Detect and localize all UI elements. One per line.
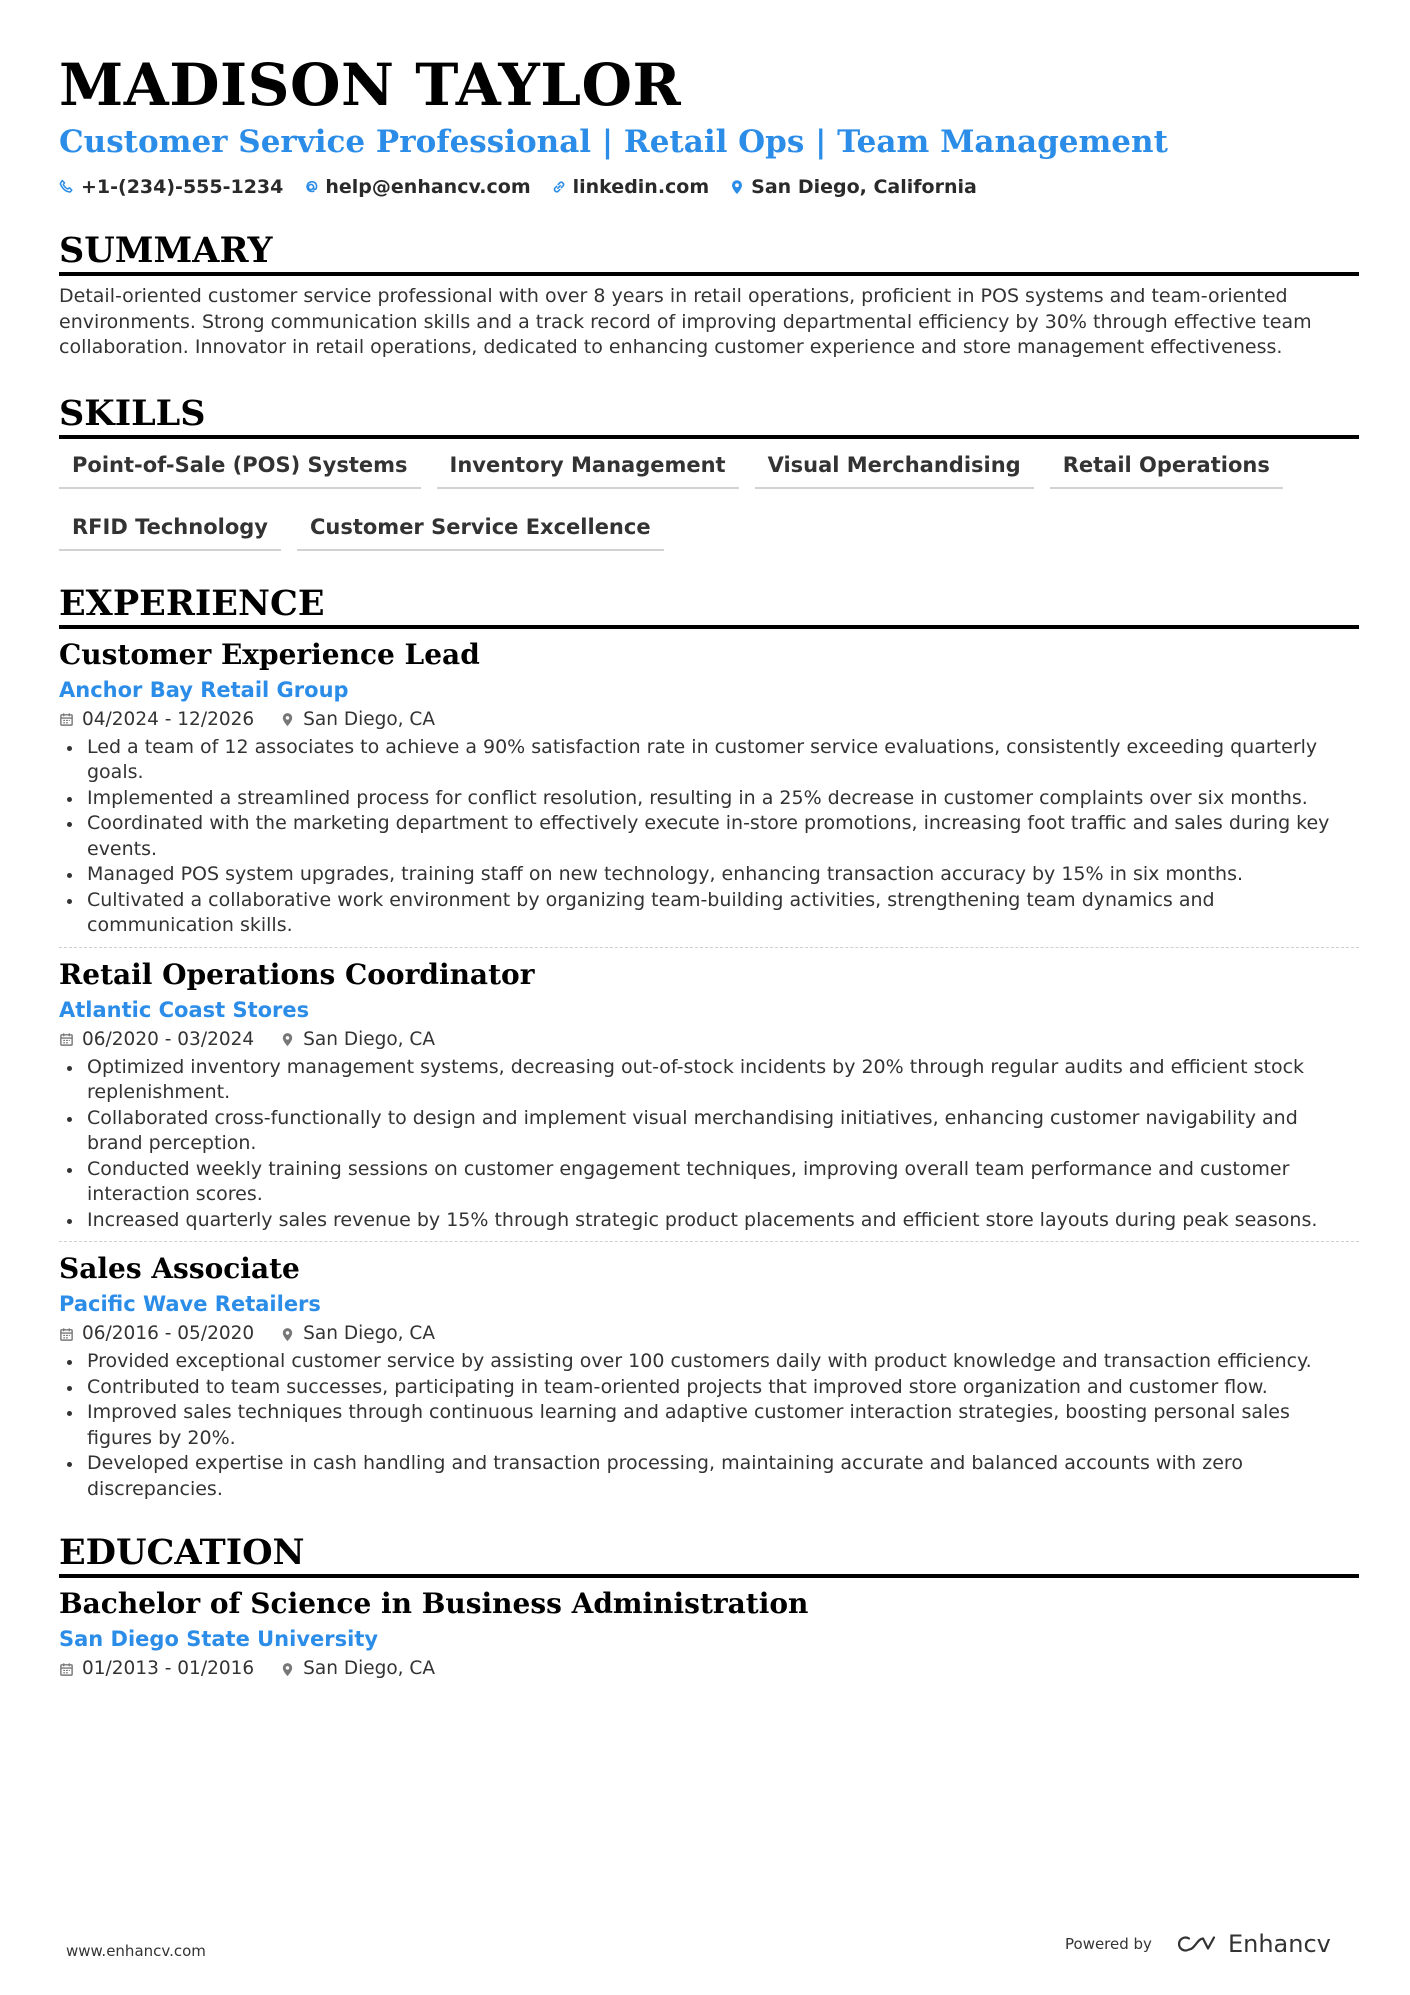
job-role: Sales Associate — [59, 1252, 300, 1285]
location-text: San Diego, California — [751, 176, 977, 198]
job-location: San Diego, CA — [303, 708, 436, 730]
job-bullets — [59, 1349, 1359, 1502]
bullet-item: Led a team of 12 associates to achieve a 90% satisfaction rate in customer service evaluations, consistently exceeding quarterly goals. — [59, 735, 1359, 786]
calendar-icon — [59, 1327, 74, 1342]
entry-divider — [59, 1241, 1359, 1242]
skill-tag: Inventory Management — [437, 451, 739, 489]
education-title: EDUCATION — [59, 1532, 1359, 1578]
skill-tag: Visual Merchandising — [755, 451, 1034, 489]
contact-email[interactable] — [303, 176, 530, 198]
experience-section — [59, 583, 1359, 1503]
map-pin-icon — [280, 1327, 295, 1342]
skill-tag: RFID Technology — [59, 513, 281, 551]
map-pin-icon — [280, 1032, 295, 1047]
skills-section — [59, 393, 1359, 575]
bullet-item: Provided exceptional customer service by assisting over 100 customers daily with product knowledge and transaction efficiency. — [59, 1349, 1359, 1375]
education-section — [59, 1532, 1359, 1682]
headline: Customer Service Professional | Retail Ops | Team Management — [59, 124, 1168, 160]
candidate-name: MADISON TAYLOR — [59, 51, 682, 119]
bullet-item: Coordinated with the marketing department to effectively execute in-store promotions, increasing foot traffic and sales during key events. — [59, 811, 1359, 862]
job-meta — [59, 1027, 1359, 1053]
contact-location — [729, 176, 977, 198]
calendar-icon — [59, 1032, 74, 1047]
map-pin-icon — [729, 179, 745, 195]
bullet-item: Cultivated a collaborative work environment by organizing team-building activities, strengthening team dynamics and communication skills. — [59, 888, 1359, 939]
enhancv-logo-icon — [1176, 1933, 1220, 1955]
job-dates: 06/2016 - 05/2020 — [82, 1323, 255, 1344]
bullet-item: Implemented a streamlined process for conflict resolution, resulting in a 25% decrease in customer complaints over six months. — [59, 786, 1359, 812]
linkedin-text: linkedin.com — [572, 176, 710, 198]
summary-section — [59, 230, 1359, 361]
bullet-item: Conducted weekly training sessions on customer engagement techniques, improving overall team performance and customer interaction scores. — [59, 1157, 1359, 1208]
phone-text: +1-(234)-555-1234 — [81, 176, 284, 198]
skill-tag: Retail Operations — [1050, 451, 1283, 489]
footer-branding[interactable] — [1065, 1930, 1331, 1958]
summary-title: SUMMARY — [59, 230, 1359, 276]
job-entry — [59, 637, 1359, 939]
bullet-item: Increased quarterly sales revenue by 15% through strategic product placements and efficient store layouts during peak seasons. — [59, 1208, 1359, 1234]
job-bullets — [59, 1055, 1359, 1234]
footer-website[interactable]: www.enhancv.com — [66, 1942, 206, 1960]
skills-title: SKILLS — [59, 393, 1359, 439]
experience-title: EXPERIENCE — [59, 583, 1359, 629]
at-icon — [303, 179, 319, 195]
skills-list — [59, 451, 1359, 575]
job-dates: 06/2020 - 03/2024 — [82, 1028, 255, 1050]
bullet-item: Optimized inventory management systems, decreasing out-of-stock incidents by 20% through regular audits and efficient stock replenishment. — [59, 1055, 1359, 1106]
bullet-item: Developed expertise in cash handling and transaction processing, maintaining accurate and balanced accounts with zero discrepancies. — [59, 1451, 1359, 1502]
brand-name: Enhancv — [1227, 1930, 1331, 1958]
job-bullets — [59, 735, 1359, 939]
summary-text: Detail-oriented customer service professional with over 8 years in retail operations, proficient in POS systems and team-oriented environments. Strong communication skills and a track record of improving departmental efficiency by 30% through effective team collaboration. Innovator in retail operations, dedicated to enhancing customer experience and store management effectiveness. — [59, 285, 1312, 358]
job-entry — [59, 1251, 1359, 1502]
job-meta — [59, 1321, 1359, 1347]
job-company[interactable]: Atlantic Coast Stores — [59, 997, 310, 1022]
phone-icon — [59, 179, 75, 195]
education-dates: 01/2013 - 01/2016 — [82, 1658, 255, 1679]
contact-linkedin[interactable] — [551, 176, 710, 198]
job-company[interactable]: Anchor Bay Retail Group — [59, 677, 349, 702]
education-meta — [59, 1656, 1359, 1682]
bullet-item: Managed POS system upgrades, training staff on new technology, enhancing transaction accuracy by 15% in six months. — [59, 862, 1359, 888]
school[interactable]: San Diego State University — [59, 1627, 379, 1651]
contact-phone[interactable] — [59, 176, 283, 198]
education-location: San Diego, CA — [303, 1658, 436, 1679]
brand-logo — [1176, 1930, 1331, 1958]
link-icon — [551, 179, 567, 195]
calendar-icon — [59, 1662, 74, 1677]
job-role: Customer Experience Lead — [59, 637, 480, 671]
job-company[interactable]: Pacific Wave Retailers — [59, 1292, 321, 1316]
job-location: San Diego, CA — [303, 1028, 436, 1050]
job-dates: 04/2024 - 12/2026 — [82, 708, 255, 730]
bullet-item: Improved sales techniques through continuous learning and adaptive customer interaction strategies, boosting personal sales figures by 20%. — [59, 1400, 1359, 1451]
calendar-icon — [59, 712, 74, 727]
job-location: San Diego, CA — [303, 1323, 436, 1344]
powered-by-text: Powered by — [1065, 1935, 1152, 1953]
map-pin-icon — [280, 712, 295, 727]
bullet-item: Collaborated cross-functionally to design and implement visual merchandising initiatives, enhancing customer navigability and brand perception. — [59, 1106, 1359, 1157]
contact-bar — [59, 174, 1359, 200]
job-meta — [59, 707, 1359, 733]
skill-tag: Point-of-Sale (POS) Systems — [59, 451, 421, 489]
map-pin-icon — [280, 1662, 295, 1677]
education-entry — [59, 1586, 1359, 1682]
email-text: help@enhancv.com — [325, 176, 531, 198]
job-role: Retail Operations Coordinator — [59, 957, 535, 991]
bullet-item: Contributed to team successes, participating in team-oriented projects that improved store organization and customer flow. — [59, 1375, 1359, 1401]
entry-divider — [59, 947, 1359, 948]
degree: Bachelor of Science in Business Administration — [59, 1587, 809, 1620]
job-entry — [59, 957, 1359, 1234]
skill-tag: Customer Service Excellence — [297, 513, 664, 551]
